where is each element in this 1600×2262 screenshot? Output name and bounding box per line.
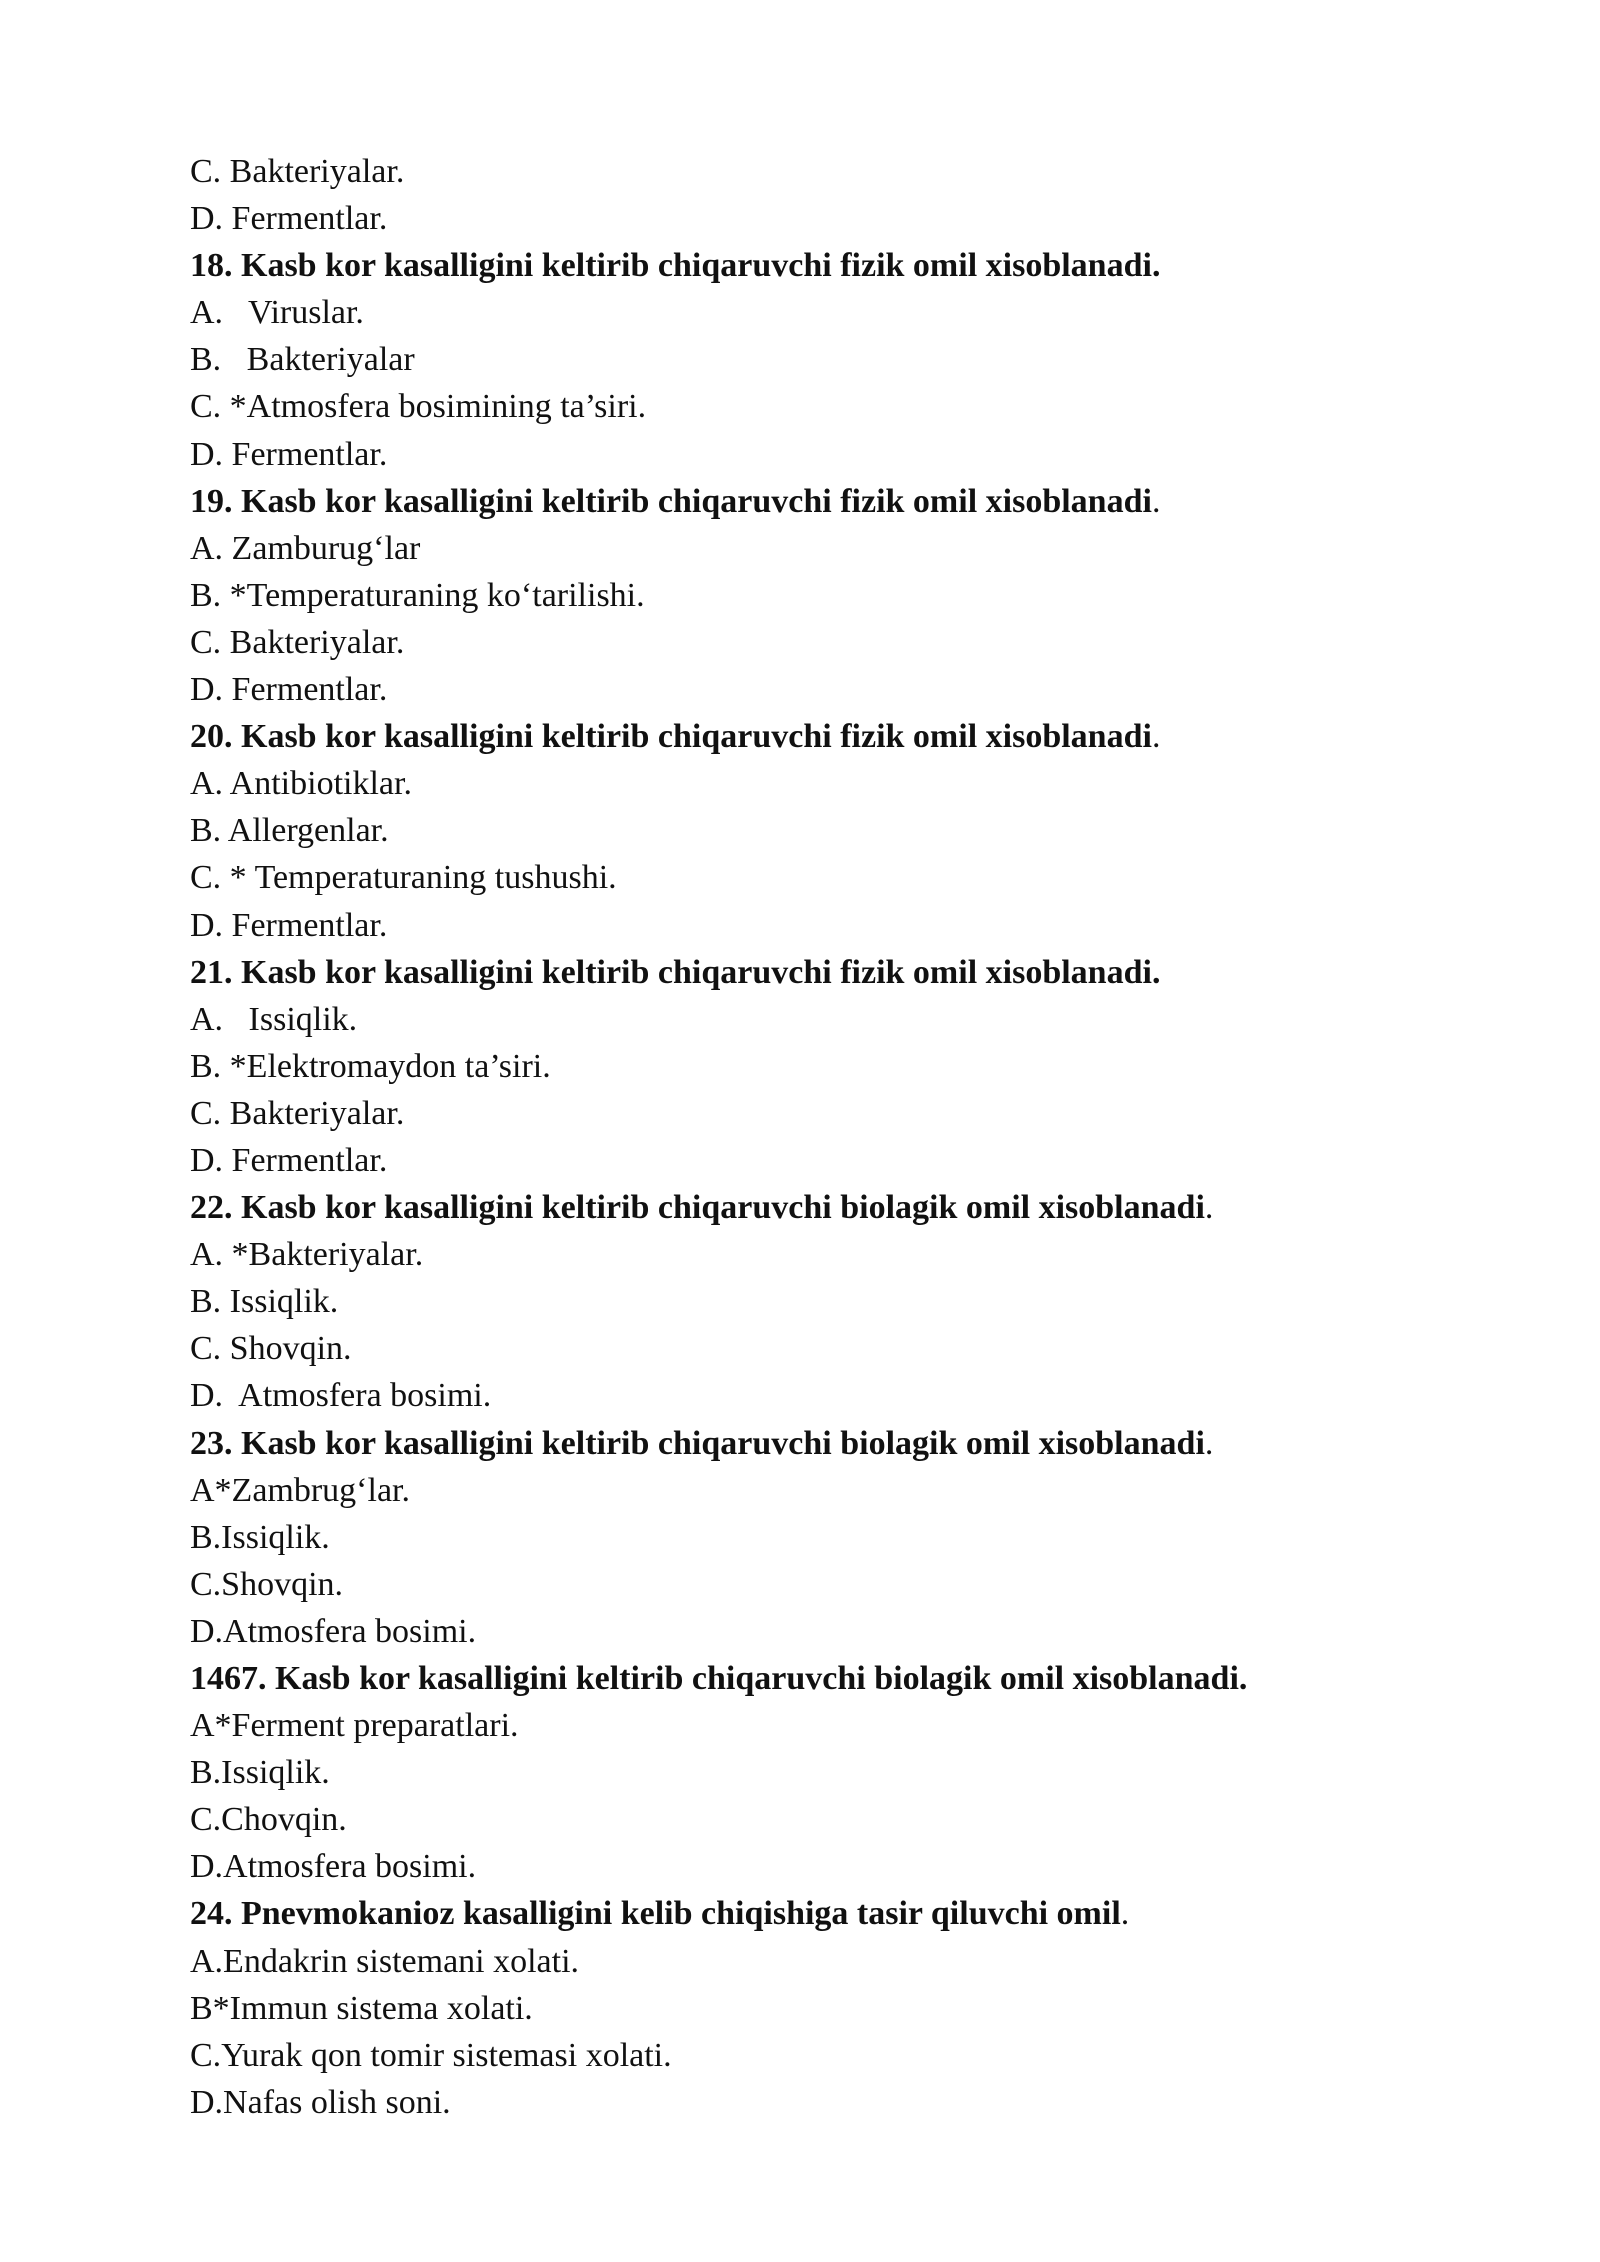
question-heading	[190, 1890, 1490, 1937]
option-text: C. * Temperaturaning tushushi.	[190, 859, 617, 897]
answer-option	[190, 336, 1490, 383]
question-text: 21. Kasb kor kasalligini keltirib chiqaruvchi fizik omil xisoblanadi.	[190, 953, 1161, 991]
answer-option	[190, 383, 1490, 430]
option-text: D. Fermentlar.	[190, 671, 388, 709]
answer-option	[190, 289, 1490, 336]
option-text: A*Zambrug‘lar.	[190, 1471, 410, 1509]
answer-option	[190, 148, 1490, 195]
answer-option	[190, 666, 1490, 713]
answer-option	[190, 996, 1490, 1043]
option-text: C. *Atmosfera bosimining ta’siri.	[190, 388, 647, 426]
option-text: A. *Bakteriyalar.	[190, 1236, 424, 1274]
answer-option	[190, 1043, 1490, 1090]
option-text: B. *Elektromaydon ta’siri.	[190, 1047, 551, 1085]
question-text: 22. Kasb kor kasalligini keltirib chiqaruvchi biolagik omil xisoblanadi	[190, 1189, 1205, 1227]
answer-option	[190, 1325, 1490, 1372]
option-text: D.Atmosfera bosimi.	[190, 1612, 477, 1650]
answer-option	[190, 2079, 1490, 2126]
answer-option	[190, 431, 1490, 478]
option-text: A. Viruslar.	[190, 294, 364, 332]
question-text: 24. Pnevmokanioz kasalligini kelib chiqishiga tasir qiluvchi omil	[190, 1895, 1121, 1933]
option-text: D.Atmosfera bosimi.	[190, 1848, 477, 1886]
answer-option	[190, 1843, 1490, 1890]
option-text: B.Issiqlik.	[190, 1754, 330, 1792]
document-page	[190, 148, 1490, 2126]
question-tail: .	[1204, 1189, 1214, 1227]
answer-option	[190, 1561, 1490, 1608]
answer-option	[190, 1608, 1490, 1655]
option-text: C. Bakteriyalar.	[190, 153, 405, 190]
answer-option	[190, 1278, 1490, 1325]
answer-option	[190, 1985, 1490, 2032]
question-heading	[190, 713, 1490, 760]
option-text: B. *Temperaturaning ko‘tarilishi.	[190, 576, 645, 614]
answer-option	[190, 1137, 1490, 1184]
answer-option	[190, 1467, 1490, 1514]
answer-option	[190, 1796, 1490, 1843]
answer-option	[190, 902, 1490, 949]
option-text: B. Allergenlar.	[190, 812, 389, 850]
answer-option	[190, 1372, 1490, 1419]
answer-option	[190, 2032, 1490, 2079]
option-text: A. Issiqlik.	[190, 1000, 358, 1038]
answer-option	[190, 760, 1490, 807]
option-text: D. Fermentlar.	[190, 906, 388, 944]
answer-option	[190, 1938, 1490, 1985]
question-tail: .	[1151, 718, 1161, 756]
question-text: 23. Kasb kor kasalligini keltirib chiqaruvchi biolagik omil xisoblanadi	[190, 1424, 1205, 1462]
option-text: B.Issiqlik.	[190, 1518, 330, 1556]
option-text: B. Issiqlik.	[190, 1283, 339, 1321]
answer-option	[190, 854, 1490, 901]
question-heading	[190, 1184, 1490, 1231]
question-text: 18. Kasb kor kasalligini keltirib chiqaruvchi fizik omil xisoblanadi.	[190, 247, 1161, 285]
option-text: D. Fermentlar.	[190, 435, 388, 473]
answer-option	[190, 619, 1490, 666]
option-text: A. Zamburug‘lar	[190, 529, 421, 567]
option-text: D. Fermentlar.	[190, 200, 388, 238]
question-list	[190, 148, 1490, 2126]
option-text: B*Immun sistema xolati.	[190, 1989, 533, 2027]
question-heading	[190, 478, 1490, 525]
option-text: D. Fermentlar.	[190, 1141, 388, 1179]
answer-option	[190, 525, 1490, 572]
answer-option	[190, 195, 1490, 242]
option-text: B. Bakteriyalar	[190, 341, 415, 379]
question-heading	[190, 1420, 1490, 1467]
question-text: 20. Kasb kor kasalligini keltirib chiqaruvchi fizik omil xisoblanadi	[190, 718, 1152, 756]
question-tail: .	[1151, 482, 1161, 520]
option-text: C. Bakteriyalar.	[190, 1094, 405, 1132]
option-text: C. Bakteriyalar.	[190, 623, 405, 661]
question-text: 1467. Kasb kor kasalligini keltirib chiqaruvchi biolagik omil xisoblanadi.	[190, 1660, 1248, 1697]
question-heading	[190, 1655, 1490, 1702]
question-heading	[190, 242, 1490, 289]
question-heading	[190, 949, 1490, 996]
option-text: A.Endakrin sistemani xolati.	[190, 1942, 580, 1980]
option-text: C.Yurak qon tomir sistemasi xolati.	[190, 2036, 672, 2074]
answer-option	[190, 1090, 1490, 1137]
answer-option	[190, 1749, 1490, 1796]
question-tail: .	[1120, 1895, 1130, 1933]
question-tail: .	[1204, 1424, 1214, 1462]
answer-option	[190, 1702, 1490, 1749]
option-text: D. Atmosfera bosimi.	[190, 1377, 492, 1415]
option-text: A*Ferment preparatlari.	[190, 1707, 519, 1745]
answer-option	[190, 1514, 1490, 1561]
answer-option	[190, 807, 1490, 854]
answer-option	[190, 572, 1490, 619]
option-text: A. Antibiotiklar.	[190, 765, 412, 803]
answer-option	[190, 1231, 1490, 1278]
option-text: C.Shovqin.	[190, 1565, 344, 1603]
option-text: C. Shovqin.	[190, 1330, 352, 1368]
option-text: D.Nafas olish soni.	[190, 2083, 451, 2121]
option-text: C.Chovqin.	[190, 1801, 347, 1839]
question-text: 19. Kasb kor kasalligini keltirib chiqaruvchi fizik omil xisoblanadi	[190, 482, 1152, 520]
